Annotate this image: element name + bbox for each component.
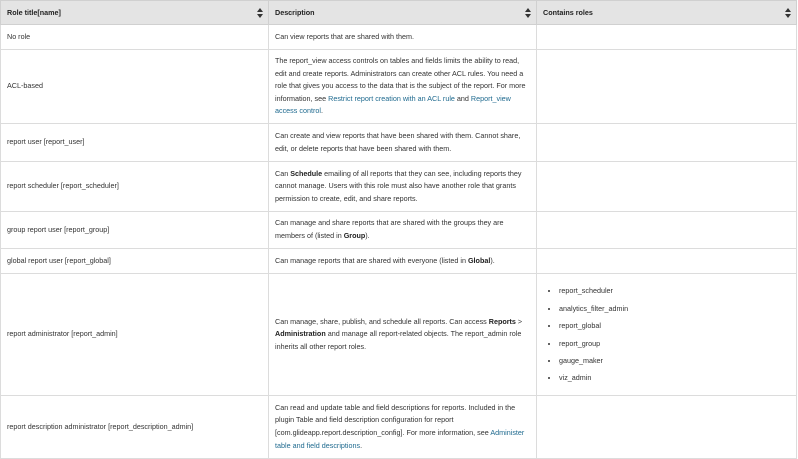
description-segment: Can read and update table and field descriptions for reports. Included in the plugin Table and field description configuration for report [com.glideapp.report.description_config]. For more information, see [275,402,516,437]
description-text [275,316,530,354]
role-title-cell [1,249,269,274]
column-header-label: Contains roles [543,8,593,17]
role-title: No role [7,31,31,41]
description-segment: ). [490,255,495,265]
sort-icon[interactable] [257,8,263,18]
description-segment: Can manage reports that are shared with everyone (listed in [275,255,468,265]
description-cell [269,212,537,249]
role-title: ACL-based [7,81,43,91]
contains-roles-cell [537,212,797,249]
description-segment: emailing of all reports that they can see, including reports they cannot manage. Users with this role must also have another role that grants permission to create, edit, and share reports. [275,168,522,203]
role-title: report scheduler [report_scheduler] [7,181,119,191]
role-title-cell [1,212,269,249]
role-title-cell [1,396,269,459]
table-row [1,212,797,249]
role-title: report user [report_user] [7,137,85,147]
table-row [1,162,797,212]
role-title-cell [1,124,269,162]
contains-roles-cell [537,162,797,212]
header-row [1,1,797,25]
table-body [1,25,797,459]
sort-icon[interactable] [525,8,531,18]
description-link[interactable]: Restrict report creation with an ACL rule [328,93,455,103]
description-segment: ). [365,231,370,240]
table-row [1,249,797,274]
sort-icon[interactable] [785,8,791,18]
description-text [275,31,530,44]
contains-roles-cell [537,274,797,396]
contained-role-item: • gauge_maker [559,352,790,369]
description-text [275,130,530,155]
description-cell [269,396,537,459]
description-segment: and manage all report-related objects. The report_admin role inherits all other report roles. [275,329,522,351]
role-title: global report user [report_global] [7,255,111,265]
column-header-description[interactable] [269,1,537,25]
description-segment: Can [275,168,291,178]
description-segment: Can create and view reports that have been shared with them. Cannot share, edit, or delete reports that have been shared with them. [275,130,521,153]
description-link[interactable]: Administer table and field descriptions [275,428,525,450]
contains-roles-cell [537,25,797,50]
description-emphasis: Schedule [290,168,323,178]
table-row [1,124,797,162]
description-cell [269,25,537,50]
contained-role-item: • report_global [559,317,790,334]
table-row [1,274,797,396]
description-emphasis: Reports [488,316,516,326]
description-link[interactable]: Report_view access control [275,93,511,116]
description-cell [269,162,537,212]
description-cell [269,50,537,124]
description-segment: . [360,440,363,450]
table-row [1,396,797,459]
contains-roles-cell [537,50,797,124]
contained-roles-list [543,282,790,386]
table-row [1,50,797,124]
description-cell [269,124,537,162]
description-segment: Can view reports that are shared with them. [275,31,415,41]
role-title-cell [1,25,269,50]
table-row [1,25,797,50]
contains-roles-cell [537,124,797,162]
description-text [275,55,530,118]
role-title: report description administrator [report_description_admin] [7,421,194,431]
role-title: group report user [report_group] [7,224,110,234]
role-title: report administrator [report_admin] [7,329,118,339]
role-title-cell [1,162,269,212]
description-emphasis: Administration [275,329,326,339]
description-segment: Can manage and share reports that are shared with the groups they are members of (listed in [275,218,504,240]
description-cell [269,274,537,396]
column-header-label: Description [275,8,315,17]
description-emphasis: Global [467,255,491,265]
description-segment: > [515,316,523,326]
role-title-cell [1,50,269,124]
column-header-label: Role title[name] [7,8,61,17]
description-segment: and [454,93,471,103]
contained-role-item: • report_scheduler [559,282,790,299]
contains-roles-cell [537,396,797,459]
contained-role-item: • viz_admin [559,369,790,386]
description-segment: Can manage, share, publish, and schedule all reports. Can access [275,316,489,326]
column-header-role-title[interactable] [1,1,269,25]
description-text [275,168,530,206]
contained-role-item: • report_group [559,335,790,352]
description-text [275,255,530,268]
contains-roles-cell [537,249,797,274]
description-segment: . [320,106,323,116]
column-header-contains-roles[interactable] [537,1,797,25]
description-cell [269,249,537,274]
description-segment: The report_view access controls on tables and fields limits the ability to read, edit and create reports. Administrators can create other ACL rules. You need a role that gives you access to the data that is the subject of the report. For more information, see [275,56,526,103]
role-title-cell [1,274,269,396]
description-emphasis: Group [343,231,366,240]
description-text [275,402,530,452]
contained-role-item: • analytics_filter_admin [559,300,790,317]
description-text [275,217,530,242]
